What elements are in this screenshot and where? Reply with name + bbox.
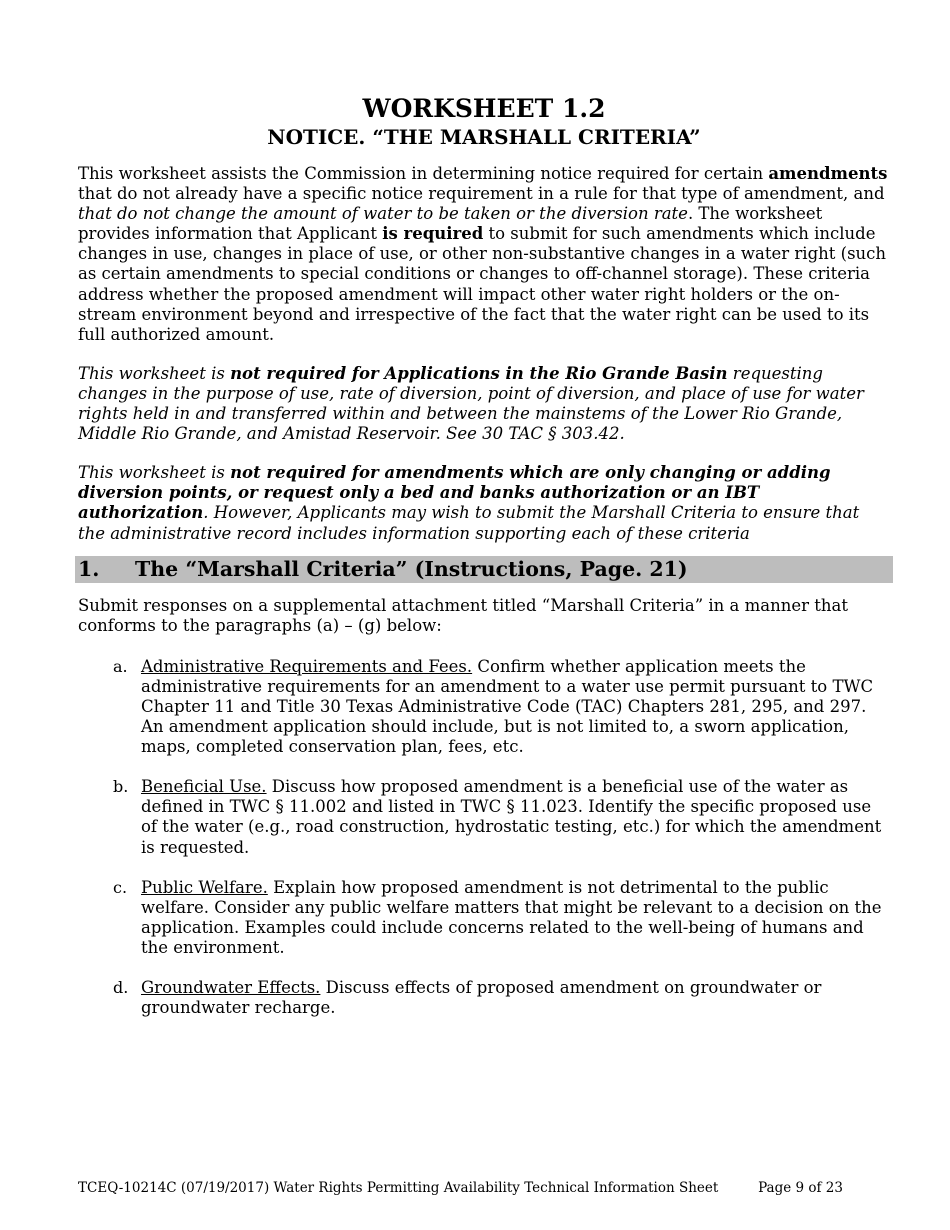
item-letter: c. [113,877,128,897]
item-text: Discuss effects of proposed amendment on groundwater or groundwater recharge. [141,978,822,1018]
item-heading: Administrative Requirements and Fees. [141,656,473,676]
intro-paragraph [78,164,890,345]
item-letter: d. [113,978,129,997]
section-number: 1. [78,556,100,581]
criteria-item-a [78,657,890,757]
item-text: Explain how proposed amendment is not detrimental to the public welfare. Consider any public welfare matters that might be relevant to a decision on the application. Examples could include concerns related to the well-being of humans and the environment. [141,877,882,957]
item-letter: a. [113,656,128,676]
rio-grande-paragraph [78,364,890,444]
section-heading-bar [75,556,893,583]
rio-text-1: This worksheet is [78,363,231,383]
rio-bold-text: not required for Applications in the Rio Grande Basin [230,363,728,383]
item-text: Discuss how proposed amendment is a beneficial use of the water as defined in TWC § 11.002 and listed in TWC § 11.023. Identify the specific proposed use of the water (e.g., road construction, hydrostatic testing, etc.) for which the amendment is requested. [141,777,882,857]
worksheet-title: WORKSHEET 1.2 [362,94,606,123]
intro-text-1: This worksheet assists the Commission in determining notice required for certain [78,164,769,183]
intro-text-2: that do not already have a specific notice requirement in a rule for that type of amendment, and [78,184,885,204]
diversion-text-1: This worksheet is [78,463,231,483]
diversion-bold-text: not required for amendments which are only changing or adding diversion points, or request only a bed and banks authorization or an IBT authorization [78,463,831,523]
intro-text-3: . The worksheet provides information that Applicant [78,204,823,244]
item-letter: b. [113,777,129,797]
diversion-paragraph [78,463,890,543]
intro-text-4: to submit for such amendments which include changes in use, changes in place of use, or other non-substantive changes in a water right (such as certain amendments to special conditions or changes to off-channel storage). These criteria address whether the proposed amendment will impact other water right holders or the on-stream environment beyond and irrespective of the fact that the water right can be used to its full authorized amount. [78,224,887,344]
criteria-item-d [78,978,890,1018]
item-heading: Public Welfare. [141,877,268,897]
intro-italic-text: that do not change the amount of water to be taken or the diversion rate [78,204,688,224]
footer-page-number: Page 9 of 23 [758,1180,843,1196]
item-heading: Beneficial Use. [141,777,267,797]
rio-text-2: requesting changes in the purpose of use, rate of diversion, point of diversion, and place of use for water rights held in and transferred within and between the mainstems of the Lower Rio Grande, Middle Rio Grande, and Amistad Reservoir. See 30 TAC § 303.42. [78,363,864,444]
intro-bold-amendments: amendments [768,164,888,183]
document-page [78,94,890,1038]
item-heading: Groundwater Effects. [141,978,321,997]
criteria-item-b [78,777,890,857]
footer-form-info: TCEQ-10214C (07/19/2017) Water Rights Permitting Availability Technical Information Sheet [78,1180,719,1196]
section-heading: The “Marshall Criteria” (Instructions, Page. 21) [135,556,688,581]
intro-bold-required: is required [382,224,484,244]
item-text: Confirm whether application meets the administrative requirements for an amendment to a water use permit pursuant to TWC Chapter 11 and Title 30 Texas Administrative Code (TAC) Chapters 281, 295, and 297. An amendment application should include, but is not limited to, a sworn application, maps, completed conservation plan, fees, etc. [141,656,874,757]
section-intro: Submit responses on a supplemental attachment titled “Marshall Criteria” in a manner that conforms to the paragraphs (a) – (g) below: [78,595,848,635]
worksheet-subtitle: NOTICE. “THE MARSHALL CRITERIA” [267,125,701,149]
diversion-text-2: . However, Applicants may wish to submit the Marshall Criteria to ensure that the administrative record includes information supporting each of these criteria [78,503,860,543]
criteria-item-c [78,878,890,958]
